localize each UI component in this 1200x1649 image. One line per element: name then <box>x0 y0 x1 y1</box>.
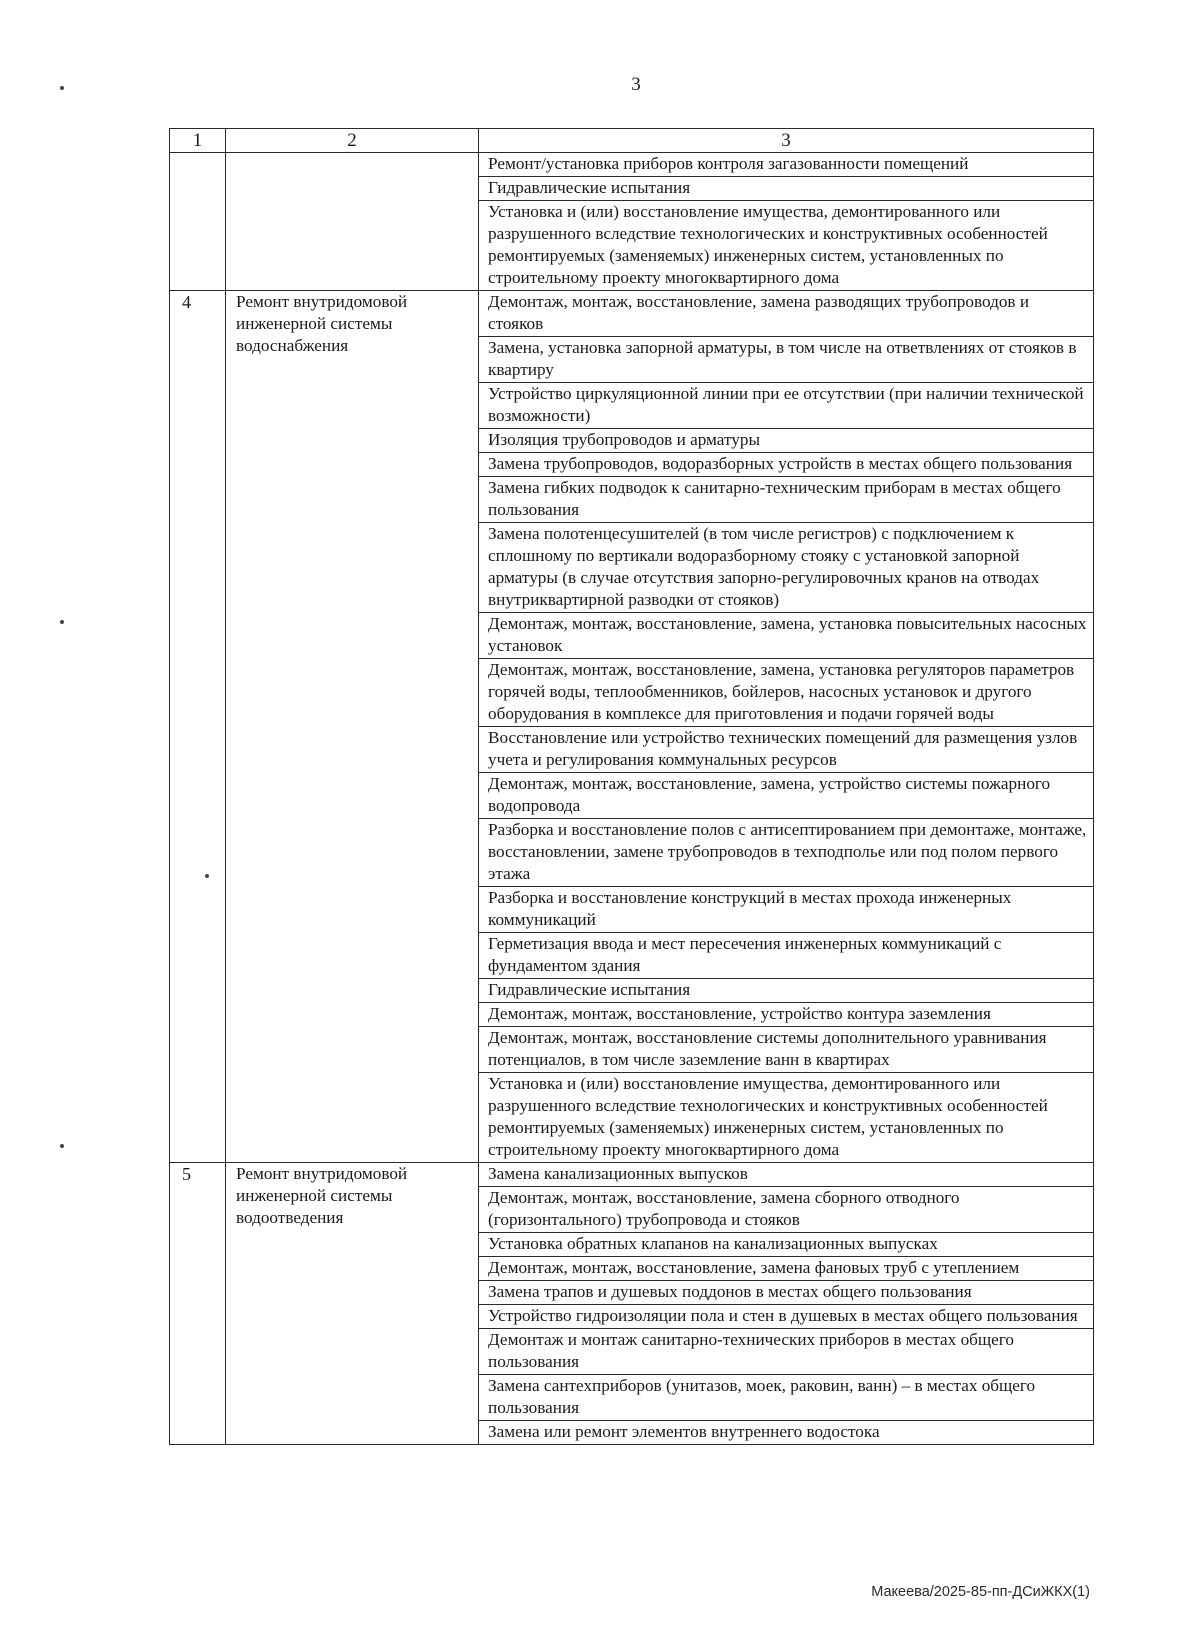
section-name: Ремонт внутридомовой инженерной системы водоотведения <box>226 1163 479 1445</box>
work-item: Устройство циркуляционной линии при ее отсутствии (при наличии технической возможности) <box>479 383 1094 429</box>
header-col-2: 2 <box>226 129 479 153</box>
table-row <box>170 1163 1094 1187</box>
work-item: Демонтаж, монтаж, восстановление, замена сборного отводного (горизонтального) трубопровода и стояков <box>479 1187 1094 1233</box>
work-item: Демонтаж, монтаж, восстановление, замена разводящих трубопроводов и стояков <box>479 291 1094 337</box>
section-number: 5 <box>170 1163 226 1445</box>
work-item: Замена полотенцесушителей (в том числе регистров) с подключением к сплошному по вертикали водоразборному стояку с установкой запорной арматуры (в случае отсутствия запорно-регулировочных кранов на отводах внутриквартирной разводки от стояков) <box>479 523 1094 613</box>
cell-name-empty <box>226 153 479 291</box>
work-item: Демонтаж, монтаж, восстановление, замена, установка повысительных насосных установок <box>479 613 1094 659</box>
work-item: Разборка и восстановление конструкций в местах прохода инженерных коммуникаций <box>479 887 1094 933</box>
work-item: Замена канализационных выпусков <box>479 1163 1094 1187</box>
work-item: Замена трапов и душевых поддонов в местах общего пользования <box>479 1281 1094 1305</box>
work-item: Демонтаж и монтаж санитарно-технических приборов в местах общего пользования <box>479 1329 1094 1375</box>
work-item: Изоляция трубопроводов и арматуры <box>479 429 1094 453</box>
work-item: Гидравлические испытания <box>479 177 1094 201</box>
work-item: Ремонт/установка приборов контроля загазованности помещений <box>479 153 1094 177</box>
table-body <box>170 153 1094 1445</box>
scan-artifact <box>60 1144 64 1148</box>
work-item: Демонтаж, монтаж, восстановление, замена, устройство системы пожарного водопровода <box>479 773 1094 819</box>
cell-number-empty <box>170 153 226 291</box>
work-item: Устройство гидроизоляции пола и стен в душевых в местах общего пользования <box>479 1305 1094 1329</box>
scan-artifact <box>205 874 209 878</box>
header-col-1: 1 <box>170 129 226 153</box>
work-item: Установка обратных клапанов на канализационных выпусках <box>479 1233 1094 1257</box>
table-header-row <box>170 129 1094 153</box>
page-number: 3 <box>631 74 641 95</box>
work-item: Замена гибких подводок к санитарно-техническим приборам в местах общего пользования <box>479 477 1094 523</box>
table-row <box>170 153 1094 177</box>
work-item: Разборка и восстановление полов с антисептированием при демонтаже, монтаже, восстановлении, замене трубопроводов в техподполье или под полом первого этажа <box>479 819 1094 887</box>
work-item: Установка и (или) восстановление имущества, демонтированного или разрушенного вследствие технологических и конструктивных особенностей ремонтируемых (заменяемых) инженерных систем, установленных по строительному проекту многоквартирного дома <box>479 1073 1094 1163</box>
work-item: Демонтаж, монтаж, восстановление системы дополнительного уравнивания потенциалов, в том числе заземление ванн в квартирах <box>479 1027 1094 1073</box>
work-item: Демонтаж, монтаж, восстановление, замена, установка регуляторов параметров горячей воды, теплообменников, бойлеров, насосных установок и другого оборудования в комплексе для приготовления и подачи горячей воды <box>479 659 1094 727</box>
work-item: Демонтаж, монтаж, восстановление, замена фановых труб с утеплением <box>479 1257 1094 1281</box>
work-item: Замена сантехприборов (унитазов, моек, раковин, ванн) – в местах общего пользования <box>479 1375 1094 1421</box>
work-item: Гидравлические испытания <box>479 979 1094 1003</box>
work-item: Замена трубопроводов, водоразборных устройств в местах общего пользования <box>479 453 1094 477</box>
scan-artifact <box>60 86 64 90</box>
scan-artifact <box>60 620 64 624</box>
section-name: Ремонт внутридомовой инженерной системы водоснабжения <box>226 291 479 1163</box>
header-col-3: 3 <box>479 129 1094 153</box>
document-code: Макеева/2025-85-пп-ДСиЖКХ(1) <box>871 1584 1090 1600</box>
works-table <box>169 128 1094 1445</box>
work-item: Замена или ремонт элементов внутреннего водостока <box>479 1421 1094 1445</box>
work-item: Герметизация ввода и мест пересечения инженерных коммуникаций с фундаментом здания <box>479 933 1094 979</box>
work-item: Демонтаж, монтаж, восстановление, устройство контура заземления <box>479 1003 1094 1027</box>
work-item: Восстановление или устройство технических помещений для размещения узлов учета и регулирования коммунальных ресурсов <box>479 727 1094 773</box>
work-item: Установка и (или) восстановление имущества, демонтированного или разрушенного вследствие технологических и конструктивных особенностей ремонтируемых (заменяемых) инженерных систем, установленных по строительному проекту многоквартирного дома <box>479 201 1094 291</box>
work-item: Замена, установка запорной арматуры, в том числе на ответвлениях от стояков в квартиру <box>479 337 1094 383</box>
section-number: 4 <box>170 291 226 1163</box>
table-row <box>170 291 1094 337</box>
